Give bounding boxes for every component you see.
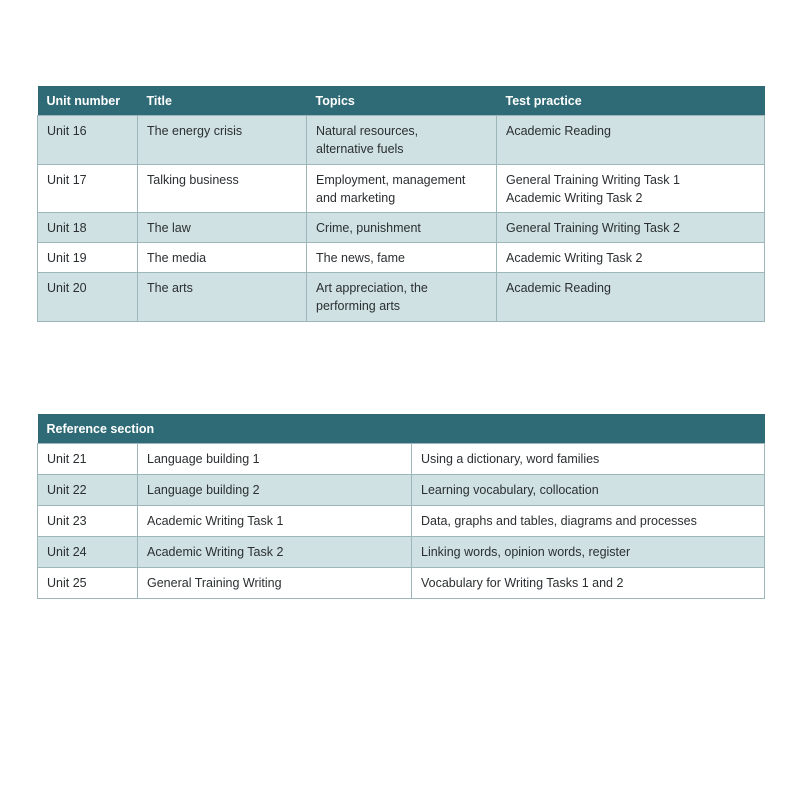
topics-cell: Linking words, opinion words, register: [412, 537, 765, 568]
title-cell: The law: [138, 213, 307, 243]
unit-number-cell: Unit 18: [38, 213, 138, 243]
unit-number-cell: Unit 20: [38, 273, 138, 322]
unit-number-cell: Unit 21: [38, 444, 138, 475]
title-cell: The media: [138, 243, 307, 273]
unit-number-cell: Unit 17: [38, 165, 138, 213]
table-row: [38, 116, 765, 165]
table-row: [38, 568, 765, 599]
unit-number-cell: Unit 24: [38, 537, 138, 568]
topics-cell: The news, fame: [307, 243, 497, 273]
topics-cell: Learning vocabulary, collocation: [412, 475, 765, 506]
table-row: [38, 165, 765, 213]
test-practice-cell: General Training Writing Task 2: [497, 213, 765, 243]
title-cell: General Training Writing: [138, 568, 412, 599]
topics-cell: Vocabulary for Writing Tasks 1 and 2: [412, 568, 765, 599]
topics-cell: Crime, punishment: [307, 213, 497, 243]
test-practice-cell: General Training Writing Task 1 Academic Writing Task 2: [497, 165, 765, 213]
topics-cell: Data, graphs and tables, diagrams and processes: [412, 506, 765, 537]
unit-number-cell: Unit 16: [38, 116, 138, 165]
topics-cell: Natural resources, alternative fuels: [307, 116, 497, 165]
title-cell: Language building 2: [138, 475, 412, 506]
table-row: [38, 537, 765, 568]
table-row: [38, 475, 765, 506]
title-cell: The arts: [138, 273, 307, 322]
unit-number-cell: Unit 22: [38, 475, 138, 506]
header-test-practice: Test practice: [497, 86, 765, 116]
topics-cell: Employment, management and marketing: [307, 165, 497, 213]
table-row: [38, 506, 765, 537]
header-topics: Topics: [307, 86, 497, 116]
reference-table: [37, 414, 765, 599]
reference-header-row: [38, 414, 765, 444]
table-row: [38, 444, 765, 475]
title-cell: Academic Writing Task 1: [138, 506, 412, 537]
unit-number-cell: Unit 19: [38, 243, 138, 273]
test-practice-cell: Academic Writing Task 2: [497, 243, 765, 273]
header-title: Title: [138, 86, 307, 116]
table-row: [38, 243, 765, 273]
title-cell: The energy crisis: [138, 116, 307, 165]
topics-cell: Art appreciation, the performing arts: [307, 273, 497, 322]
table-row: [38, 213, 765, 243]
units-header-row: [38, 86, 765, 116]
table-row: [38, 273, 765, 322]
unit-number-cell: Unit 25: [38, 568, 138, 599]
reference-section-header: Reference section: [38, 414, 765, 444]
header-unit-number: Unit number: [38, 86, 138, 116]
title-cell: Academic Writing Task 2: [138, 537, 412, 568]
topics-cell: Using a dictionary, word families: [412, 444, 765, 475]
test-practice-cell: Academic Reading: [497, 273, 765, 322]
units-table: [37, 86, 765, 322]
test-practice-cell: Academic Reading: [497, 116, 765, 165]
title-cell: Language building 1: [138, 444, 412, 475]
title-cell: Talking business: [138, 165, 307, 213]
unit-number-cell: Unit 23: [38, 506, 138, 537]
